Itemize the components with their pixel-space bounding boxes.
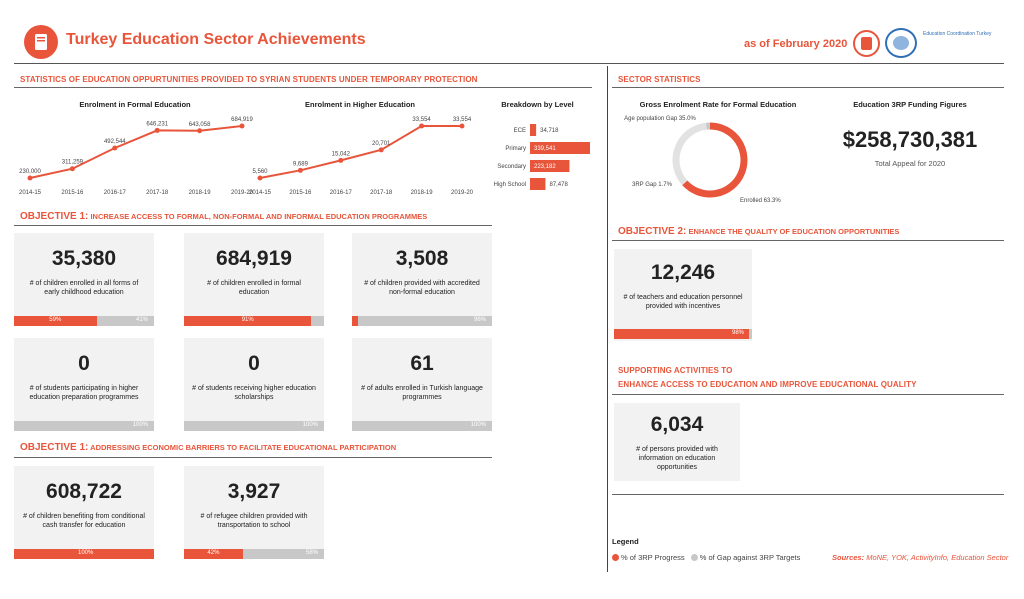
breakdown-by-level-chart [478, 118, 604, 200]
card-label: # of teachers and education personnel provided with incentives [623, 294, 743, 310]
level-value-label: 34,718 [540, 128, 559, 134]
sector-statistics-title: SECTOR STATISTICS [618, 75, 701, 84]
card-value: 35,380 [51, 247, 117, 270]
persons-informed-card [614, 403, 740, 481]
section-divider [14, 225, 492, 226]
donut-slice [676, 126, 706, 183]
progress-label: 42% [207, 550, 220, 556]
progress-swatch [612, 554, 619, 561]
card-label: # of children benefiting from conditional cash transfer for education [23, 513, 145, 529]
gap-swatch [691, 554, 698, 561]
card-label: # of students receiving higher education scholarships [192, 385, 316, 401]
higher-tick-label: 2014-15 [248, 190, 272, 196]
formal-point [28, 176, 33, 181]
supporting-title-line2: ENHANCE ACCESS TO EDUCATION AND IMPROVE EDUCATIONAL QUALITY [618, 380, 917, 389]
card-value: 61 [410, 352, 434, 375]
progress-bar [14, 421, 154, 431]
ger-chart-title: Gross Enrolment Rate for Formal Education [639, 100, 797, 109]
formal-point [70, 166, 75, 171]
donut-slice-label: Enrolled 63.3% [740, 198, 781, 204]
card-label: # of adults enrolled in Turkish language programmes [361, 385, 483, 401]
progress-fill [352, 316, 358, 326]
objective1-title: OBJECTIVE 1: INCREASE ACCESS TO FORMAL, NON-FORMAL AND INFORMAL EDUCATION PROGRAMMES [20, 211, 428, 222]
sources [832, 553, 1008, 562]
book-icon [24, 25, 58, 59]
gross-enrolment-donut [612, 110, 812, 206]
legend-gap: % of Gap against 3RP Targets [699, 553, 801, 562]
donut-slice-label: 3RP Gap 1.7% [632, 182, 672, 188]
statistics-section-title: STATISTICS OF EDUCATION OPPURTUNITIES PROVIDED TO SYRIAN STUDENTS UNDER TEMPORARY PROTECTION [20, 75, 478, 84]
formal-data-label: 311,259 [61, 159, 84, 166]
card-label: # of persons provided with information on education opportunities [636, 446, 718, 471]
card-value: 3,508 [395, 247, 449, 270]
higher-enrolment-chart-title: Enrolment in Higher Education [304, 100, 415, 109]
formal-point [112, 145, 117, 150]
funding-amount: $258,730,381 [842, 127, 978, 152]
higher-tick-label: 2017-18 [370, 190, 393, 196]
donut-slice [685, 126, 744, 194]
formal-tick-label: 2019-20 [230, 190, 254, 196]
card-value: 608,722 [46, 480, 122, 503]
progress-bar [184, 316, 324, 326]
section-divider [612, 240, 1004, 241]
progress-bar [184, 549, 324, 559]
column-divider [607, 66, 608, 572]
progress-bar [614, 329, 752, 339]
card-value: 3,927 [227, 480, 281, 503]
legend-title: Legend [612, 537, 639, 546]
level-bar [530, 124, 536, 136]
progress-bar [352, 316, 492, 326]
higher-data-label: 5,560 [252, 169, 268, 175]
higher-point [460, 124, 465, 129]
formal-data-label: 684,919 [231, 117, 253, 123]
higher-data-label: 9,689 [292, 161, 308, 168]
indicator-card [14, 233, 154, 326]
indicator-card [352, 233, 492, 326]
formal-point [240, 124, 245, 129]
progress-label: 100% [78, 550, 94, 556]
supporting-title-line1: SUPPORTING ACTIVITIES TO [618, 366, 733, 375]
formal-point [197, 128, 202, 133]
formal-tick-label: 2015-16 [61, 190, 84, 196]
formal-tick-label: 2017-18 [146, 190, 169, 196]
sources-label: Sources: [832, 553, 865, 562]
gap-label: 96% [473, 317, 486, 323]
card-value: 684,919 [216, 247, 292, 270]
higher-point [298, 168, 303, 173]
card-label: # of children provided with accredited non-formal education [364, 280, 480, 296]
section-divider [612, 87, 1004, 88]
card-label: # of children enrolled in formal education [207, 280, 301, 296]
objective2-title: OBJECTIVE 2: ENHANCE THE QUALITY OF EDUCATION OPPORTUNITIES [618, 226, 900, 237]
donut-slice-label: Age population Gap 35.0% [624, 116, 696, 122]
progress-fill [614, 329, 749, 339]
formal-data-label: 643,058 [188, 121, 211, 128]
formal-tick-label: 2018-19 [188, 190, 211, 196]
higher-data-label: 33,554 [452, 117, 472, 123]
indicator-card [184, 338, 324, 431]
gap-label: 58% [305, 550, 318, 556]
formal-tick-label: 2016-17 [103, 190, 126, 196]
higher-point [258, 176, 263, 181]
level-value-label: 223,182 [534, 164, 556, 170]
formal-data-label: 646,231 [146, 121, 169, 128]
teachers-incentives-card [614, 249, 752, 341]
progress-bar [184, 421, 324, 431]
objective1b-title: OBJECTIVE 1: ADDRESSING ECONOMIC BARRIERS TO FACILITATE EDUCATIONAL PARTICIPATION [20, 442, 397, 453]
higher-series-line [260, 126, 462, 178]
gap-label: 100% [302, 422, 318, 428]
report-date: as of February 2020 [744, 38, 848, 50]
higher-tick-label: 2016-17 [329, 190, 352, 196]
formal-data-label: 492,544 [103, 138, 126, 145]
formal-enrolment-chart [16, 112, 256, 202]
higher-point [379, 147, 384, 152]
indicator-card [14, 466, 154, 559]
breakdown-chart-title: Breakdown by Level [501, 100, 574, 109]
higher-enrolment-chart [246, 112, 476, 202]
progress-bar [14, 316, 154, 326]
higher-tick-label: 2015-16 [289, 190, 312, 196]
legend [612, 553, 800, 562]
indicator-card [14, 338, 154, 431]
gap-label: 100% [132, 422, 148, 428]
section-divider [612, 394, 1004, 395]
higher-data-label: 20,701 [372, 140, 391, 147]
level-category-label: ECE [513, 128, 526, 134]
legend-progress: % of 3RP Progress [621, 553, 685, 562]
higher-data-label: 33,554 [412, 117, 431, 123]
formal-tick-label: 2014-15 [18, 190, 42, 196]
card-label: # of children enrolled in all forms of early childhood education [29, 280, 139, 296]
indicator-card [184, 233, 324, 326]
indicator-card [352, 338, 492, 431]
gap-label: 100% [470, 422, 486, 428]
higher-tick-label: 2019-20 [450, 190, 474, 196]
card-value: 0 [78, 352, 90, 375]
funding-caption: Total Appeal for 2020 [874, 159, 946, 168]
level-bar [530, 178, 545, 190]
higher-point [338, 158, 343, 163]
formal-series-line [30, 126, 242, 178]
formal-point [155, 128, 160, 133]
formal-enrolment-chart-title: Enrolment in Formal Education [79, 100, 191, 109]
book-icon [853, 30, 880, 57]
formal-data-label: 230,000 [19, 169, 41, 175]
progress-label: 59% [49, 317, 62, 323]
card-label: # of refugee children provided with transportation to school [200, 513, 308, 529]
section-divider [612, 494, 1004, 495]
un-logo-text: Education Coordination Turkey [923, 31, 992, 37]
gap-label: 41% [135, 317, 148, 323]
funding-title: Education 3RP Funding Figures [853, 100, 967, 109]
section-divider [14, 87, 592, 88]
section-divider [14, 457, 492, 458]
header-divider [14, 63, 1004, 64]
card-value: 6,034 [650, 413, 704, 436]
level-category-label: High School [493, 182, 526, 188]
card-label: # of students participating in higher education preparation programmes [29, 385, 139, 401]
level-value-label: 339,541 [534, 146, 556, 152]
level-category-label: Secondary [497, 164, 526, 170]
higher-point [419, 124, 424, 129]
higher-tick-label: 2018-19 [410, 190, 433, 196]
indicator-card [184, 466, 324, 559]
progress-label: 91% [241, 317, 254, 323]
card-value: 0 [248, 352, 260, 375]
progress-bar [352, 421, 492, 431]
card-value: 12,246 [650, 261, 716, 284]
level-value-label: 87,478 [549, 182, 568, 188]
un-logo [885, 28, 917, 58]
page-title: Turkey Education Sector Achievements [66, 31, 366, 48]
sources-text: MoNE, YOK, ActivityInfo, Education Sector [864, 553, 1009, 562]
progress-label: 98% [731, 330, 744, 336]
progress-bar [14, 549, 154, 559]
higher-data-label: 15,042 [331, 151, 350, 158]
level-category-label: Primary [505, 146, 526, 152]
